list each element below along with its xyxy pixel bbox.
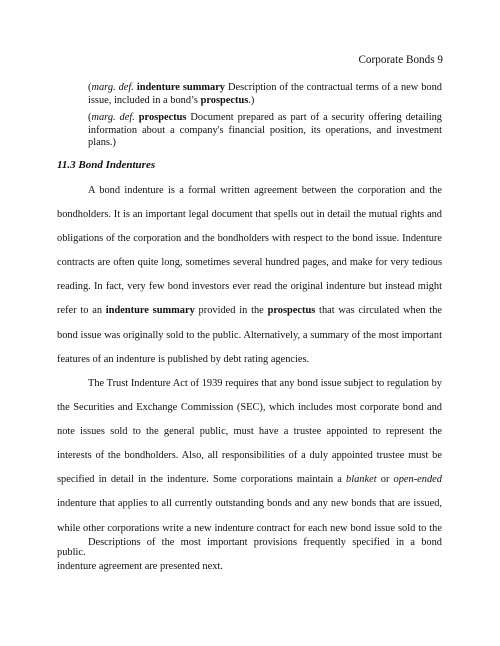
margdef-term: prospectus — [138, 112, 187, 123]
paragraph-text: A bond indenture is a formal written agreement between the corporation and the bondholders. It is an important legal document that spells out in detail the mutual rights and obligations of the corporation and the bondholders with respect to the bond issue. Indenture contracts are often quite long, sometimes several hundred pages, and make for very tedious reading. In fact, very few bond investors ever read the original indenture but instead might refer to an — [57, 185, 442, 317]
paragraph-text: provided in the — [194, 305, 268, 317]
bold-term: indenture summary — [105, 305, 195, 317]
italic-term: open-ended — [393, 474, 442, 486]
margdef-emphasis: prospectus — [200, 94, 249, 106]
paragraph-text: Descriptions of the most important provisions frequently specified in a bond indenture agreement are presented next. — [57, 537, 442, 573]
section-heading: 11.3 Bond Indentures — [57, 159, 156, 171]
body-paragraph — [57, 531, 442, 579]
marginal-definition: (marg. def. prospectus Document prepared as part of a security offering detailing information about a company's financial position, its operations, and investment plans.) — [88, 112, 442, 149]
marginal-definition: (marg. def. indenture summary Description of the contractual terms of a new bond issue, included in a bond’s prospectus.) — [88, 82, 442, 106]
italic-term: blanket — [346, 474, 377, 486]
paragraph-text: indenture that applies to all currently outstanding bonds and any new bonds that are issued, while other corporations write a new indenture contract for each new bond issue sold to the public. — [57, 498, 442, 558]
bold-term: prospectus — [267, 305, 316, 317]
margdef-text: Description of the contractual terms of a new bond issue, included in a bond’s — [88, 82, 442, 106]
running-head: Corporate Bonds 9 — [358, 54, 443, 66]
margdef-text-end: .) — [248, 94, 255, 106]
margdef-text: Document prepared as part of a security offering detailing information about a company's financial position, its operations, and investment plans.) — [88, 112, 442, 149]
body-paragraph — [57, 179, 442, 372]
margdef-label: marg. def. — [91, 112, 135, 123]
paragraph-text: that was circulated when the bond issue was originally sold to the public. Alternatively, a summary of the most important features of an indenture is published by debt rating agencies. — [57, 305, 443, 365]
paragraph-text: The Trust Indenture Act of 1939 requires that any bond issue subject to regulation by the Securities and Exchange Commission (SEC), which includes most corporate bond and note issues sold to the general public, must have a trustee appointed to represent the interests of the bondholders. Also, all responsibilities of a duly appointed trustee must be specified in detail in the indenture. Some corporations maintain a — [57, 378, 442, 486]
margdef-label: marg. def. — [91, 82, 134, 93]
paragraph-text: or — [376, 474, 394, 486]
margdef-term: indenture summary — [136, 82, 226, 93]
